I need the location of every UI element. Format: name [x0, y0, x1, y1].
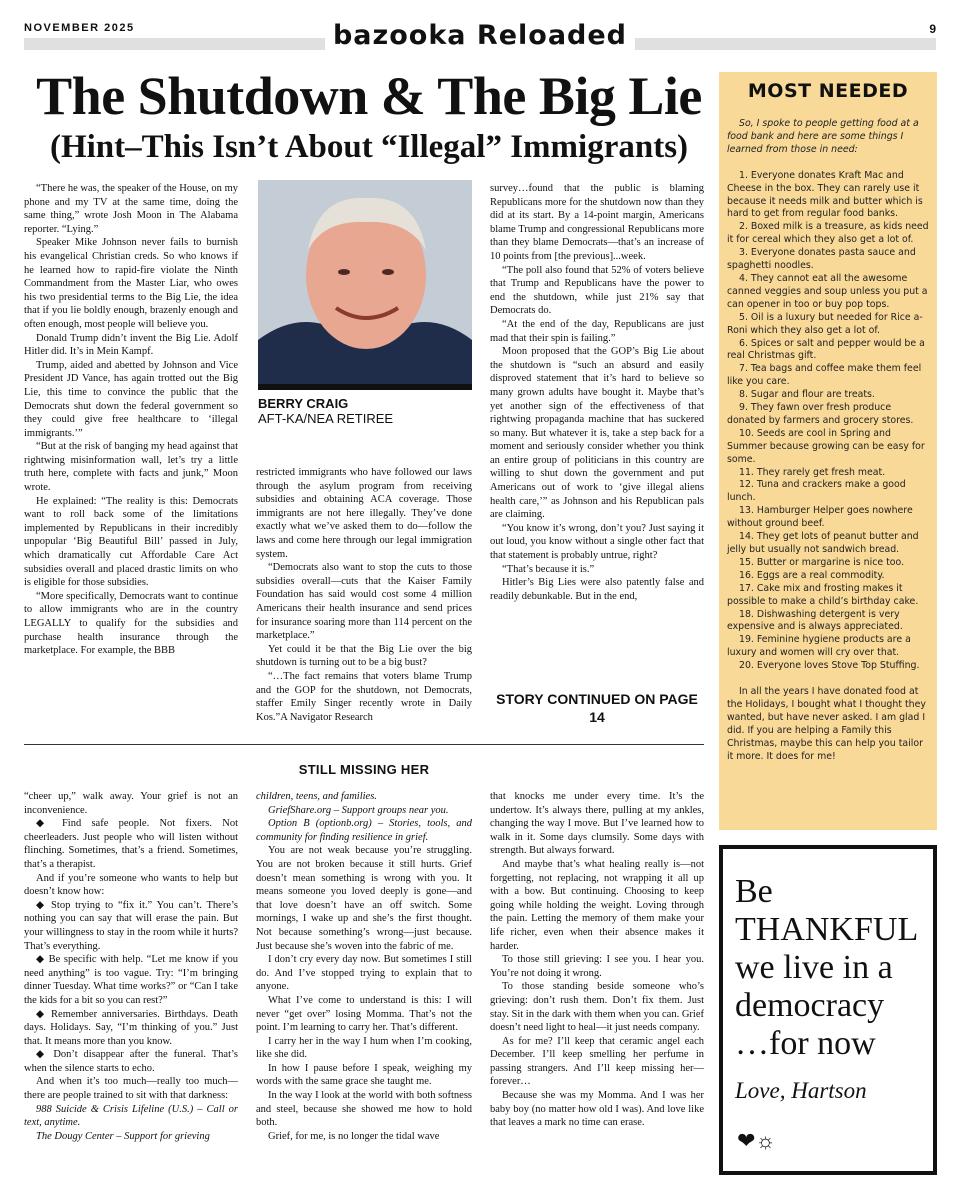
still-missing-paragraph: 988 Suicide & Crisis Lifeline (U.S.) – Call or text, anytime.	[24, 1103, 238, 1129]
still-missing-paragraph: ◆ Find safe people. Not fixers. Not cheerleaders. Just people who will listen without flinching. Sometimes, that’s a friend. Sometimes, that’s a therapist.	[24, 818, 238, 870]
still-missing-paragraph: To those still grieving: I see you. I hear you. You’re not doing it wrong.	[490, 954, 704, 979]
most-needed-item: 16. Eggs are a real commodity.	[739, 569, 885, 581]
masthead-title: bazooka Reloaded	[325, 20, 635, 51]
still-missing-paragraph: ◆ Remember anniversaries. Birthdays. Death days. Holidays. Say, “I’m thinking of you.” Just that. It means more than you know.	[24, 1008, 238, 1047]
still-missing-paragraph: “cheer up,” walk away. Your grief is not an inconvenience.	[24, 791, 238, 816]
still-missing-paragraph: In how I pause before I speak, weighing my words with the same grace she taught me.	[256, 1062, 472, 1088]
still-missing-paragraph: GriefShare.org – Support groups near you.	[268, 804, 449, 816]
most-needed-item: 9. They fawn over fresh produce donated by farmers and grocery stores.	[727, 402, 914, 426]
masthead	[0, 21, 960, 51]
article-paragraph: Trump, aided and abetted by Johnson and Vice President JD Vance, has again trotted out the Big Lie, this time to convince the public that the Democrats shut down the federal government so they could give free healthcare to ‘illegal immigrants.’”	[24, 359, 238, 439]
article-paragraph: “That’s because it is.”	[502, 563, 595, 575]
article-paragraph: Moon proposed that the GOP’s Big Lie about the shutdown is “such an absurd and easily disproved statement that it’s hard to believe so many grown adults have bought it. Maybe that’s yet another sign of the effectiveness of that rightwing propaganda machine that has suckered so many. But whatever it is, take a step back for a moment and seriously consider whether you think an entire group of politicians in this country are willing to shut down the government and put Americans out of work to ‘give illegal aliens health care,’” as Johnson and his Republican pals are claiming.	[490, 346, 704, 521]
still-missing-paragraph: And maybe that’s what healing really is—not forgetting, not replacing, not wrapping it all up with a bow. But continuing. Choosing to keep going while holding the weight. Loving through the pain. Letting the memory of them make your life richer, even when their absence makes it harder.	[490, 858, 704, 952]
article-paragraph: restricted immigrants who have followed our laws through the asylum program from receiving subsidies and obtaining ACA coverage. Those immigrants are not here illegally. They’ve done exactly what we’ve asked them to do—follow the laws and come here through our legal immigration system.	[256, 467, 472, 560]
ad-message: Be THANKFUL we live in a democracy …for now	[735, 873, 917, 1062]
most-needed-heading: MOST NEEDED	[747, 80, 909, 102]
most-needed-item: 7. Tea bags and coffee make them feel like you care.	[727, 363, 922, 388]
most-needed-item: 5. Oil is a luxury but needed for Rice a-Roni which they also get a lot of.	[727, 311, 923, 336]
most-needed-item: 15. Butter or margarine is nice too.	[739, 556, 905, 568]
article-column-3	[490, 182, 704, 682]
most-needed-item: 2. Boxed milk is a treasure, as kids need it for cereal which they also get a lot of.	[727, 221, 929, 246]
section-divider	[24, 744, 704, 745]
article-subheadline: (Hint–This Isn’t About “Illegal” Immigrants)	[49, 129, 689, 165]
still-missing-paragraph: ◆ Stop trying to “fix it.” You can’t. There’s nothing you can say that will erase the pain. But your willingness to stay in the room while it hurts? That’s everything.	[24, 899, 238, 952]
byline-role: AFT-KA/NEA RETIREE	[258, 411, 394, 426]
most-needed-intro: So, I spoke to people getting food at a food bank and here are some things I learned from those in need:	[727, 118, 919, 155]
article-paragraph: “Democrats also want to stop the cuts to those subsidies overall—cuts that the Kaiser Family Foundation has said would cost some 4 million Americans their health insurance and send prices for insurance soaring more than 114 percent on the marketplace.”	[256, 562, 472, 642]
page-number: 9	[929, 22, 936, 36]
article-paragraph: “More specifically, Democrats want to continue to allow immigrants who are in the country LEGALLY to qualify for the subsidies and purchase health insurance through the marketplace. For example, the BBB	[24, 590, 238, 657]
article-paragraph: Speaker Mike Johnson never fails to burnish his evangelical Christian creds. So who knows if he learned how to rapid-fire violate the Ninth Commandment from the Master Liar, who owes his two presidential terms to the Big Lie, the idea that if you lie boldly enough, brazenly enough and often enough, most people will believe you.	[24, 237, 238, 330]
article-column-2	[256, 466, 472, 730]
article-paragraph: “You know it’s wrong, don’t you? Just saying it out loud, you know without a single other fact that that statement is probably untrue, right?	[490, 522, 704, 562]
article-paragraph: “There he was, the speaker of the House, on my phone and my TV at the same time, doing the same thing,” wrote Josh Moon in The Alabama reporter. “Lying.”	[24, 183, 238, 235]
still-missing-paragraph: I don’t cry every day now. But sometimes I still do. And I’ve stopped trying to explain that to anyone.	[256, 954, 472, 993]
still-missing-column-1	[24, 790, 238, 1180]
article-paragraph: “At the end of the day, Republicans are just mad that their spin is failing.”	[490, 318, 704, 344]
most-needed-item: 18. Dishwashing detergent is very expensive and is always appreciated.	[727, 608, 903, 633]
article-paragraph: “The poll also found that 52% of voters believe that Trump and Republicans have the power to end the shutdown, while just 21% say that Democrats do.	[490, 264, 704, 317]
heart-sun-icon: ❤☼	[737, 1128, 776, 1153]
still-missing-paragraph: The Dougy Center – Support for grieving	[36, 1130, 210, 1142]
still-missing-paragraph: In the way I look at the world with both softness and steel, because she showed me how to hold both.	[256, 1090, 472, 1129]
most-needed-item: 6. Spices or salt and pepper would be a real Christmas gift.	[727, 337, 925, 362]
article-paragraph: survey…found that the public is blaming Republicans more for the shutdown now than they did at its start. By a 14-point margin, Americans blame Trump and congressional Republicans more than they blame Democrats—that’s an increase of 10 points from [the previous]...week.	[490, 183, 704, 262]
still-missing-column-2	[256, 790, 472, 1180]
most-needed-item: 1. Everyone donates Kraft Mac and Cheese in the box. They can rarely use it because it needs milk and butter which is hard to get from regular food banks.	[727, 169, 923, 220]
story-continued: STORY CONTINUED ON PAGE 14	[496, 691, 698, 725]
still-missing-paragraph: Option B (optionb.org) – Stories, tools, and community for finding resilience in grief.	[256, 818, 472, 843]
most-needed-item: 19. Feminine hygiene products are a luxury and women will cry over that.	[727, 634, 911, 659]
thankful-ad	[719, 845, 937, 1175]
article-paragraph: “…The fact remains that voters blame Trump and the GOP for the shutdown, not Democrats, staffer Emily Singer recently wrote in Daily Kos.”A Navigator Research	[256, 670, 472, 723]
author-portrait-icon	[258, 180, 472, 390]
article-paragraph: “But at the risk of banging my head against that rightwing misinformation wall, let’s try a little truth here, complete with facts and junk,” Moon wrote.	[24, 441, 238, 494]
most-needed-item: 17. Cake mix and frosting makes it possible to make a child’s birthday cake.	[727, 582, 919, 607]
most-needed-item: 10. Seeds are cool in Spring and Summer because growing can be easy for some.	[727, 427, 925, 465]
most-needed-item: 12. Tuna and crackers make a good lunch.	[727, 479, 906, 504]
article-paragraph: Donald Trump didn’t invent the Big Lie. Adolf Hitler did. It’s in Mein Kampf.	[24, 332, 238, 358]
article-paragraph: Hitler’s Big Lies were also patently false and readily debunkable. But in the end,	[490, 577, 704, 602]
still-missing-paragraph: To those standing beside someone who’s grieving: don’t rush them. Don’t fix them. Just stay. Sit in the dark with them when you can. Grief doesn’t need light to heal—it just needs company.	[490, 981, 704, 1034]
article-paragraph: He explained: “The reality is this: Democrats want to roll back some of the limitations implemented by Republicans in their incredibly unpopular ‘Big Beautiful Bill’ passed in July, which dramatically cut Affordable Care Act subsidies overall and placed drastic limits on who is eligible for those subsidies.	[24, 495, 238, 589]
most-needed-item: 11. They rarely get fresh meat.	[739, 466, 886, 478]
most-needed-item: 4. They cannot eat all the awesome canned veggies and soup unless you put a can opener in too or buy pop tops.	[727, 272, 928, 310]
still-missing-paragraph: And when it’s too much—really too much—there are people trained to sit with that darkness:	[24, 1076, 238, 1102]
still-missing-paragraph: And if you’re someone who wants to help but doesn’t know how:	[24, 872, 238, 898]
still-missing-paragraph: that knocks me under every time. It’s the undertow. It’s always there, pulling at my ankles, changing the way I move. But I’ve learned how to walk in it. Some days clumsily. Some days with strength. But always forward.	[490, 791, 704, 857]
still-missing-paragraph: Because she was my Momma. And I was her baby boy (no matter how old I was). And love like that leaves a mark no time can erase.	[490, 1090, 704, 1129]
ad-signoff: Love, Hartson	[735, 1078, 867, 1103]
byline-name: BERRY CRAIG	[258, 396, 349, 411]
issue-date: NOVEMBER 2025	[24, 22, 135, 34]
still-missing-paragraph: I carry her in the way I hum when I’m cooking, like she did.	[256, 1035, 472, 1061]
still-missing-column-3	[490, 790, 704, 1180]
article-headline: The Shutdown & The Big Lie	[36, 66, 702, 126]
most-needed-item: 8. Sugar and flour are treats.	[739, 389, 875, 401]
still-missing-paragraph: children, teens, and families.	[256, 791, 377, 802]
still-missing-paragraph: Grief, for me, is no longer the tidal wave	[268, 1130, 440, 1142]
still-missing-paragraph: You are not weak because you’re struggling. You are not broken because it still hurts. Grief doesn’t mean something is wrong with you. It means someone you loved deeply is gone—and that love doesn’t have an off switch. Some mornings, I wake up and she’s the first thought. Not because something’s wrong—just because. Just because she’s woven into the fabric of me.	[256, 845, 472, 952]
most-needed-sidebar	[719, 72, 937, 830]
author-photo	[258, 180, 472, 390]
most-needed-item: 3. Everyone donates pasta sauce and spaghetti noodles.	[727, 247, 916, 272]
still-missing-heading: STILL MISSING HER	[298, 762, 430, 777]
most-needed-item: 20. Everyone loves Stove Top Stuffing.	[739, 660, 920, 672]
still-missing-paragraph: ◆ Be specific with help. “Let me know if you need anything” is too vague. Try: “I’m bringing dinner Tuesday. What time works?” or “Can I take the kids for a bit so you can rest?”	[24, 954, 238, 1006]
still-missing-paragraph: ◆ Don’t disappear after the funeral. That’s when the silence starts to echo.	[24, 1049, 238, 1074]
article-column-1	[24, 182, 238, 730]
still-missing-paragraph: As for me? I’ll keep that ceramic angel each December. I’ll keep smelling her perfume in passing strangers. And I’ll keep missing her—forever…	[490, 1035, 704, 1088]
most-needed-body	[727, 118, 930, 764]
most-needed-item: 13. Hamburger Helper goes nowhere without ground beef.	[727, 505, 913, 530]
most-needed-outro: In all the years I have donated food at the Holidays, I bought what I thought they wanted, but have never asked. I am glad I did. If you are helping a Family this Christmas, maybe this can help you tailor it more. It does for me!	[727, 686, 926, 762]
most-needed-list	[727, 170, 930, 673]
article-paragraph: Yet could it be that the Big Lie over the big shutdown is turning out to be a big bust?	[256, 643, 472, 669]
still-missing-paragraph: What I’ve come to understand is this: I will never “get over” losing Momma. That’s not the point. I’m learning to carry her. That’s different.	[256, 994, 472, 1034]
most-needed-item: 14. They get lots of peanut butter and jelly but usually not sandwich bread.	[727, 531, 919, 555]
